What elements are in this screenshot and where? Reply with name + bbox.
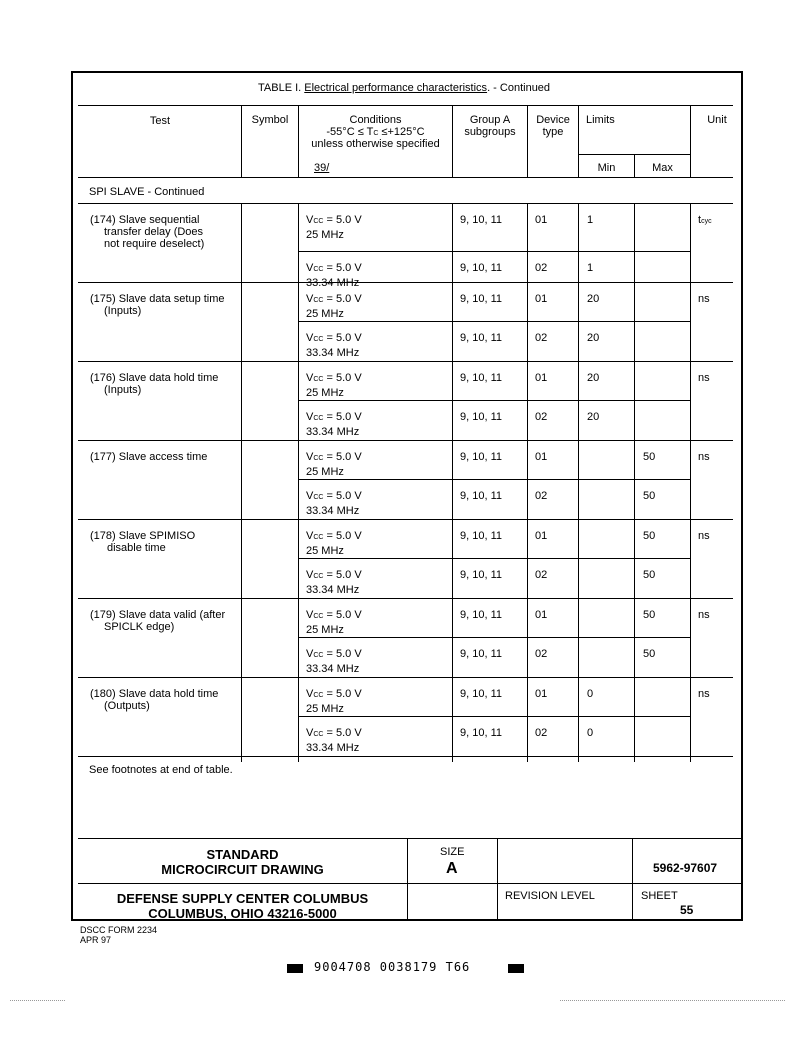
header-group-2: subgroups bbox=[464, 126, 516, 138]
limit-min: 1 bbox=[587, 214, 594, 226]
condition-frequency: 25 MHz bbox=[306, 703, 344, 715]
header-bottom-rule bbox=[78, 177, 733, 178]
sheet-value: 55 bbox=[680, 903, 694, 917]
test-row-divider bbox=[298, 251, 690, 252]
vcc-subscript: CC bbox=[313, 573, 324, 580]
vcc-symbol: V bbox=[306, 214, 314, 226]
vcc-value: = 5.0 V bbox=[323, 727, 362, 739]
vcc-symbol: V bbox=[306, 451, 314, 463]
test-name-line: (Outputs) bbox=[104, 700, 150, 712]
limit-min: 1 bbox=[587, 262, 594, 274]
condition-frequency: 25 MHz bbox=[306, 387, 344, 399]
unit-text: ns bbox=[698, 451, 710, 463]
vcc-symbol: V bbox=[306, 648, 314, 660]
vcc-value: = 5.0 V bbox=[323, 411, 362, 423]
barcode-block-left bbox=[287, 964, 303, 973]
cond-temp-sub: C bbox=[373, 130, 379, 137]
header-min: Min bbox=[597, 162, 616, 174]
limit-max: 50 bbox=[643, 569, 656, 581]
test-group-rule bbox=[78, 361, 733, 362]
vcc-symbol: V bbox=[306, 262, 314, 274]
condition-vcc bbox=[306, 688, 362, 702]
condition-frequency: 25 MHz bbox=[306, 229, 344, 241]
sheet-label: SHEET bbox=[641, 890, 678, 902]
limit-min: 0 bbox=[587, 688, 594, 700]
device-type: 01 bbox=[535, 451, 548, 463]
title-standard: STANDARD bbox=[206, 847, 279, 862]
condition-frequency: 33.34 MHz bbox=[306, 584, 360, 596]
device-type: 01 bbox=[535, 688, 548, 700]
condition-vcc bbox=[306, 262, 362, 276]
size-value: A bbox=[446, 860, 458, 877]
vcc-value: = 5.0 V bbox=[323, 214, 362, 226]
table-title-suffix: . - Continued bbox=[487, 82, 551, 94]
device-type: 02 bbox=[535, 727, 548, 739]
test-group-rule bbox=[78, 282, 733, 283]
header-conditions-note: 39/ bbox=[314, 162, 330, 174]
test-name-line: (176) Slave data hold time bbox=[90, 372, 219, 384]
unit-text: ns bbox=[698, 609, 710, 621]
group-a-subgroups: 9, 10, 11 bbox=[460, 214, 502, 226]
footnote: See footnotes at end of table. bbox=[89, 764, 233, 776]
vcc-symbol: V bbox=[306, 411, 314, 423]
limit-min: 20 bbox=[587, 293, 600, 305]
revision-label: REVISION LEVEL bbox=[505, 890, 595, 902]
limit-min: 20 bbox=[587, 372, 600, 384]
table-title-prefix: TABLE I. bbox=[258, 82, 302, 94]
scan-artifact-line-1 bbox=[10, 1000, 65, 1001]
condition-vcc bbox=[306, 530, 362, 544]
limit-max: 50 bbox=[643, 451, 656, 463]
body-line-max bbox=[634, 203, 635, 762]
header-top-rule bbox=[78, 105, 733, 106]
form-line-1: DSCC FORM 2234 bbox=[80, 925, 158, 935]
vcc-symbol: V bbox=[306, 332, 314, 344]
unit-text: t bbox=[698, 214, 702, 226]
vcc-subscript: CC bbox=[313, 218, 324, 225]
group-a-subgroups: 9, 10, 11 bbox=[460, 727, 502, 739]
unit-cell bbox=[698, 688, 710, 702]
condition-frequency: 25 MHz bbox=[306, 545, 344, 557]
vcc-value: = 5.0 V bbox=[323, 530, 362, 542]
vcc-subscript: CC bbox=[313, 336, 324, 343]
header-symbol: Symbol bbox=[251, 114, 289, 126]
test-row-divider bbox=[298, 400, 690, 401]
limit-max: 50 bbox=[643, 490, 656, 502]
vcc-subscript: CC bbox=[313, 266, 324, 273]
unit-cell bbox=[698, 530, 710, 544]
unit-text: ns bbox=[698, 372, 710, 384]
test-name-line: (180) Slave data hold time bbox=[90, 688, 219, 700]
header-test: Test bbox=[149, 115, 171, 127]
test-name-line: transfer delay (Does bbox=[104, 226, 204, 238]
test-name-line: (Inputs) bbox=[104, 305, 142, 317]
header-device-1: Device bbox=[536, 114, 570, 126]
condition-frequency: 33.34 MHz bbox=[306, 505, 360, 517]
unit-cell bbox=[698, 372, 710, 386]
condition-frequency: 33.34 MHz bbox=[306, 663, 360, 675]
vcc-subscript: CC bbox=[313, 692, 324, 699]
condition-vcc bbox=[306, 727, 362, 741]
cond-temp-text: -55°C ≤ T bbox=[326, 126, 374, 138]
vcc-value: = 5.0 V bbox=[323, 372, 362, 384]
vcc-subscript: CC bbox=[313, 376, 324, 383]
body-line-group bbox=[452, 203, 453, 762]
condition-vcc bbox=[306, 332, 362, 346]
test-name-line: (Inputs) bbox=[104, 384, 142, 396]
vcc-value: = 5.0 V bbox=[323, 332, 362, 344]
condition-vcc bbox=[306, 451, 362, 465]
unit-text: ns bbox=[698, 530, 710, 542]
header-device-2: type bbox=[542, 126, 564, 138]
group-a-subgroups: 9, 10, 11 bbox=[460, 490, 502, 502]
body-line-unit bbox=[690, 203, 691, 762]
test-row-divider bbox=[298, 637, 690, 638]
title-microcircuit: MICROCIRCUIT DRAWING bbox=[161, 862, 324, 877]
title-block-top-rule bbox=[78, 838, 743, 839]
body-line-device bbox=[527, 203, 528, 762]
device-type: 02 bbox=[535, 262, 548, 274]
vcc-symbol: V bbox=[306, 293, 314, 305]
cond-temp-end: ≤+125°C bbox=[378, 126, 425, 138]
size-label: SIZE bbox=[440, 846, 465, 858]
test-group-rule bbox=[78, 756, 733, 757]
drawing-number: 5962-97607 bbox=[653, 861, 718, 875]
title-dscc: DEFENSE SUPPLY CENTER COLUMBUS bbox=[116, 891, 369, 906]
vcc-symbol: V bbox=[306, 530, 314, 542]
vcc-value: = 5.0 V bbox=[323, 490, 362, 502]
title-block-vline-2 bbox=[497, 838, 498, 921]
unit-text: ns bbox=[698, 688, 710, 700]
vcc-value: = 5.0 V bbox=[323, 293, 362, 305]
unit-cell bbox=[698, 293, 710, 307]
condition-frequency: 25 MHz bbox=[306, 308, 344, 320]
unit-text: ns bbox=[698, 293, 710, 305]
title-block-mid-rule bbox=[78, 883, 743, 884]
header-conditions-1: Conditions bbox=[349, 114, 402, 126]
vcc-value: = 5.0 V bbox=[323, 688, 362, 700]
group-a-subgroups: 9, 10, 11 bbox=[460, 688, 502, 700]
vcc-value: = 5.0 V bbox=[323, 648, 362, 660]
device-type: 01 bbox=[535, 609, 548, 621]
limit-min: 0 bbox=[587, 727, 594, 739]
body-line-conditions bbox=[298, 203, 299, 762]
device-type: 02 bbox=[535, 332, 548, 344]
vcc-symbol: V bbox=[306, 609, 314, 621]
vcc-subscript: CC bbox=[313, 494, 324, 501]
vcc-value: = 5.0 V bbox=[323, 451, 362, 463]
condition-frequency: 33.34 MHz bbox=[306, 742, 360, 754]
test-group-rule bbox=[78, 677, 733, 678]
body-line-symbol bbox=[241, 203, 242, 762]
table-title-main: Electrical performance characteristics bbox=[304, 82, 488, 94]
test-group-rule bbox=[78, 519, 733, 520]
condition-vcc bbox=[306, 372, 362, 386]
vcc-subscript: CC bbox=[313, 455, 324, 462]
test-name-line: (179) Slave data valid (after bbox=[90, 609, 226, 621]
vcc-subscript: CC bbox=[313, 652, 324, 659]
group-a-subgroups: 9, 10, 11 bbox=[460, 451, 502, 463]
group-a-subgroups: 9, 10, 11 bbox=[460, 332, 502, 344]
title-block-vline-3 bbox=[632, 838, 633, 921]
barcode-text: 9004708 0038179 T66 bbox=[314, 960, 471, 974]
condition-frequency: 33.34 MHz bbox=[306, 277, 360, 289]
test-row-divider bbox=[298, 558, 690, 559]
test-name-line: (174) Slave sequential bbox=[90, 214, 200, 226]
vcc-subscript: CC bbox=[313, 297, 324, 304]
section-title: SPI SLAVE - Continued bbox=[89, 186, 205, 198]
test-row-divider bbox=[298, 716, 690, 717]
vcc-value: = 5.0 V bbox=[323, 609, 362, 621]
body-line-limits bbox=[578, 203, 579, 762]
group-a-subgroups: 9, 10, 11 bbox=[460, 609, 502, 621]
group-a-subgroups: 9, 10, 11 bbox=[460, 530, 502, 542]
test-name-line: (175) Slave data setup time bbox=[90, 293, 225, 305]
group-a-subgroups: 9, 10, 11 bbox=[460, 648, 502, 660]
device-type: 02 bbox=[535, 490, 548, 502]
device-type: 02 bbox=[535, 648, 548, 660]
group-a-subgroups: 9, 10, 11 bbox=[460, 262, 502, 274]
condition-vcc bbox=[306, 214, 362, 228]
device-type: 01 bbox=[535, 372, 548, 384]
unit-subscript: cyc bbox=[701, 218, 712, 225]
vcc-subscript: CC bbox=[313, 613, 324, 620]
group-a-subgroups: 9, 10, 11 bbox=[460, 293, 502, 305]
limit-min: 20 bbox=[587, 411, 600, 423]
form-line-2: APR 97 bbox=[80, 935, 112, 945]
limit-max: 50 bbox=[643, 530, 656, 542]
vcc-value: = 5.0 V bbox=[323, 569, 362, 581]
limit-max: 50 bbox=[643, 648, 656, 660]
vcc-symbol: V bbox=[306, 688, 314, 700]
table-title bbox=[258, 82, 550, 95]
condition-frequency: 33.34 MHz bbox=[306, 347, 360, 359]
limit-max: 50 bbox=[643, 609, 656, 621]
test-name-line: (178) Slave SPIMISO bbox=[90, 530, 196, 542]
header-group-1: Group A bbox=[469, 114, 511, 126]
header-unit: Unit bbox=[707, 114, 727, 126]
title-address: COLUMBUS, OHIO 43216-5000 bbox=[148, 906, 337, 921]
device-type: 01 bbox=[535, 293, 548, 305]
test-row-divider bbox=[298, 479, 690, 480]
test-name-line: (177) Slave access time bbox=[90, 451, 208, 463]
header-conditions-3: unless otherwise specified bbox=[311, 138, 440, 150]
header-limits: Limits bbox=[586, 114, 615, 126]
device-type: 02 bbox=[535, 569, 548, 581]
group-a-subgroups: 9, 10, 11 bbox=[460, 569, 502, 581]
test-group-rule bbox=[78, 440, 733, 441]
vcc-subscript: CC bbox=[313, 731, 324, 738]
vcc-symbol: V bbox=[306, 727, 314, 739]
vcc-subscript: CC bbox=[313, 534, 324, 541]
test-name-line: not require deselect) bbox=[104, 238, 205, 250]
test-group-rule bbox=[78, 598, 733, 599]
header-max: Max bbox=[652, 162, 673, 174]
condition-vcc bbox=[306, 293, 362, 307]
condition-frequency: 25 MHz bbox=[306, 624, 344, 636]
unit-cell bbox=[698, 451, 710, 465]
test-name-line: disable time bbox=[107, 542, 166, 554]
condition-vcc bbox=[306, 411, 362, 425]
device-type: 01 bbox=[535, 530, 548, 542]
test-row-divider bbox=[298, 321, 690, 322]
vcc-symbol: V bbox=[306, 490, 314, 502]
test-name-line: SPICLK edge) bbox=[104, 621, 175, 633]
limit-min: 20 bbox=[587, 332, 600, 344]
device-type: 01 bbox=[535, 214, 548, 226]
condition-frequency: 33.34 MHz bbox=[306, 426, 360, 438]
vcc-subscript: CC bbox=[313, 415, 324, 422]
scan-artifact-line-2 bbox=[560, 1000, 785, 1001]
barcode-block-right bbox=[508, 964, 524, 973]
unit-cell bbox=[698, 214, 712, 228]
condition-vcc bbox=[306, 648, 362, 662]
vcc-symbol: V bbox=[306, 569, 314, 581]
title-block-vline-1 bbox=[407, 838, 408, 921]
condition-vcc bbox=[306, 609, 362, 623]
condition-frequency: 25 MHz bbox=[306, 466, 344, 478]
unit-cell bbox=[698, 609, 710, 623]
device-type: 02 bbox=[535, 411, 548, 423]
group-a-subgroups: 9, 10, 11 bbox=[460, 411, 502, 423]
vcc-value: = 5.0 V bbox=[323, 262, 362, 274]
condition-vcc bbox=[306, 569, 362, 583]
group-a-subgroups: 9, 10, 11 bbox=[460, 372, 502, 384]
vcc-symbol: V bbox=[306, 372, 314, 384]
condition-vcc bbox=[306, 490, 362, 504]
